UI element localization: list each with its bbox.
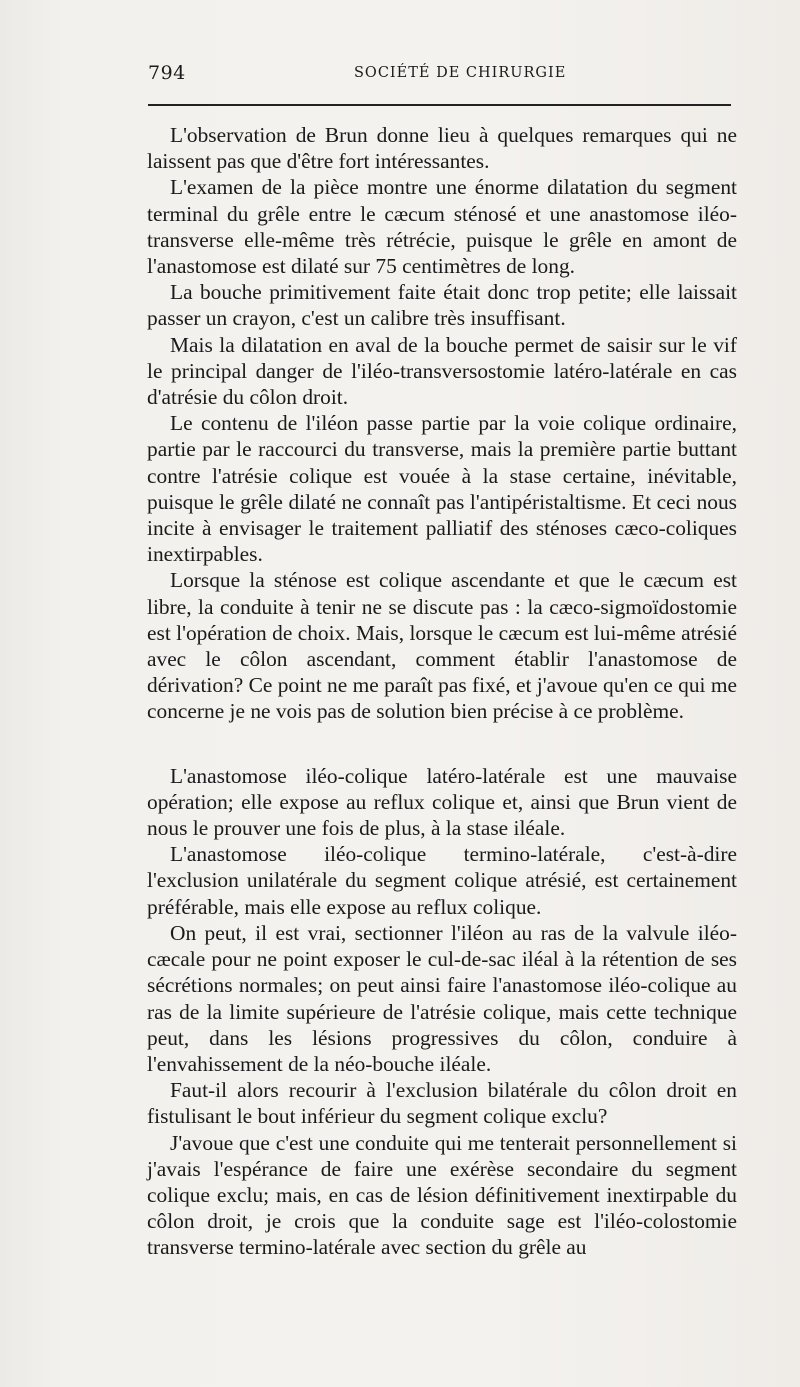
section-break: [147, 725, 737, 763]
paragraph: Lorsque la sténose est colique ascendante et que le cæcum est libre, la conduite à tenir ne se discute pas : la cæco-sigmoïdostomie est l'opération de choix. Mais, lorsque le cæcum est lui-même atrésié avec le côlon ascendant, comment établir l'anastomose de dérivation? Ce point ne me paraît pas fixé, et j'avoue qu'en ce qui me concerne je ne vois pas de solution bien précise à ce problème.: [147, 568, 737, 724]
paragraph: L'anastomose iléo-colique latéro-latérale est une mauvaise opération; elle expose au reflux colique et, ainsi que Brun vient de nous le prouver une fois de plus, à la stase iléale.: [147, 763, 737, 841]
running-head: SOCIÉTÉ DE CHIRURGIE: [354, 65, 567, 81]
paragraph: La bouche primitivement faite était donc trop petite; elle laissait passer un crayon, c'est un calibre très insuffisant.: [147, 280, 737, 331]
paragraph: L'observation de Brun donne lieu à quelques remarques qui ne laissent pas que d'être fort intéressantes.: [147, 123, 737, 174]
paragraph: L'anastomose iléo-colique termino-latérale, c'est-à-dire l'exclusion unilatérale du segment colique atrésié, est certainement préférable, mais elle expose au reflux colique.: [147, 842, 737, 919]
paragraph: Mais la dilatation en aval de la bouche permet de saisir sur le vif le principal danger de l'iléo-transversostomie latéro-latérale en cas d'atrésie du côlon droit.: [147, 332, 737, 410]
page-header: [148, 62, 738, 88]
paragraph: J'avoue que c'est une conduite qui me tenterait personnellement si j'avais l'espérance de faire une exérèse secondaire du segment colique exclu; mais, en cas de lésion définitivement inextirpable du côlon droit, je crois que la conduite sage est l'iléo-colostomie transverse termino-latérale avec section du grêle au: [147, 1130, 737, 1260]
body-text: [147, 122, 737, 1261]
header-rule: [148, 104, 731, 106]
paragraph: On peut, il est vrai, sectionner l'iléon au ras de la valvule iléo-cæcale pour ne point exposer le cul-de-sac iléal à la rétention de ses sécrétions normales; on peut ainsi faire l'anastomose iléo-colique au ras de la limite supérieure de l'atrésie colique, mais cette technique peut, dans les lésions progressives du côlon, conduire à l'envahissement de la néo-bouche iléale.: [147, 920, 737, 1076]
page-number: 794: [148, 62, 186, 84]
paragraph: Le contenu de l'iléon passe partie par la voie colique ordinaire, partie par le raccourci du transverse, mais la première partie buttant contre l'atrésie colique est vouée à la stase certaine, inévitable, puisque le grêle dilaté ne connaît pas l'antipéristaltisme. Et ceci nous incite à envisager le traitement palliatif des sténoses cæco-coliques inextirpables.: [147, 411, 737, 567]
paragraph: Faut-il alors recourir à l'exclusion bilatérale du côlon droit en fistulisant le bout inférieur du segment colique exclu?: [147, 1078, 737, 1129]
paragraph: L'examen de la pièce montre une énorme dilatation du segment terminal du grêle entre le cæcum sténosé et une anastomose iléo-transverse elle-même très rétrécie, puisque le grêle en amont de l'anastomose est dilaté sur 75 centimètres de long.: [147, 175, 737, 279]
